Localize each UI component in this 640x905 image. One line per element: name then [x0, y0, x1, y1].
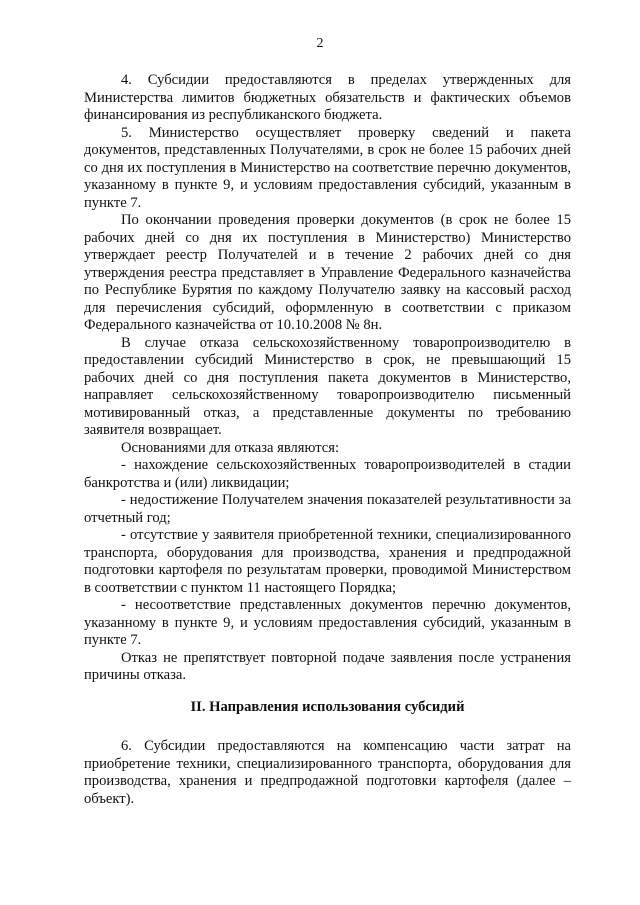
list-item-performance: - недостижение Получателем значения показателей результативности за отчетный год; — [84, 492, 571, 526]
paragraph-5: 5. Министерство осуществляет проверку сведений и пакета документов, представленных Получателями, в срок не более 15 рабочих дней со дня их поступления в Министерство на соответствие перечню документов, указанному в пункте 9, и условиям предоставления субсидий, указанным в пункте 7. — [84, 124, 571, 211]
paragraph-refusal: В случае отказа сельскохозяйственному товаропроизводителю в предоставлении субсидий Министерство в срок, не превышающий 15 рабочих дней со дня поступления пакета документов в Министерство, направляет сельскохозяйственному товаропроизводителю письменный мотивированный отказ, а представленные документы по требованию заявителя возвращает. — [84, 334, 571, 438]
list-item-bankruptcy: - нахождение сельскохозяйственных товаропроизводителей в стадии банкротства и (или) ликвидации; — [84, 457, 571, 491]
paragraph-reapplication: Отказ не препятствует повторной подаче заявления после устранения причины отказа. — [84, 649, 571, 683]
list-item-missing-equipment: - отсутствие у заявителя приобретенной техники, специализированного транспорта, оборудования для производства, хранения и предпродажной подготовки картофеля по результатам проверки, проводимой Министерством в соответствии с пунктом 11 настоящего Порядка; — [84, 527, 571, 596]
section-heading: II. Направления использования субсидий — [190, 698, 465, 715]
document-body — [84, 72, 571, 808]
paragraph-refusal-grounds: Основаниями для отказа являются: — [121, 439, 340, 456]
paragraph-check-completion: По окончании проведения проверки документов (в срок не более 15 рабочих дней со дня их поступления в Министерство) Министерство утверждает реестр Получателей и в течение 2 рабочих дней со дня утверждения реестра представляет в Управление Федерального казначейства по Республике Бурятия по каждому Получателю заявку на кассовый расход для перечисления субсидий, оформленную в соответствии с приказом Федерального казначейства от 10.10.2008 № 8н. — [84, 212, 571, 333]
paragraph-4: 4. Субсидии предоставляются в пределах утвержденных для Министерства лимитов бюджетных обязательств и фактических объемов финансирования из республиканского бюджета. — [84, 72, 571, 123]
list-item-document-mismatch: - несоответствие представленных документов перечню документов, указанному в пункте 9, и условиям предоставления субсидий, указанным в пункте 7. — [84, 597, 571, 648]
page-number: 2 — [316, 36, 324, 51]
paragraph-6: 6. Субсидии предоставляются на компенсацию части затрат на приобретение техники, специализированного транспорта, оборудования для производства, хранения и предпродажной подготовки картофеля (далее – объект). — [84, 738, 571, 807]
